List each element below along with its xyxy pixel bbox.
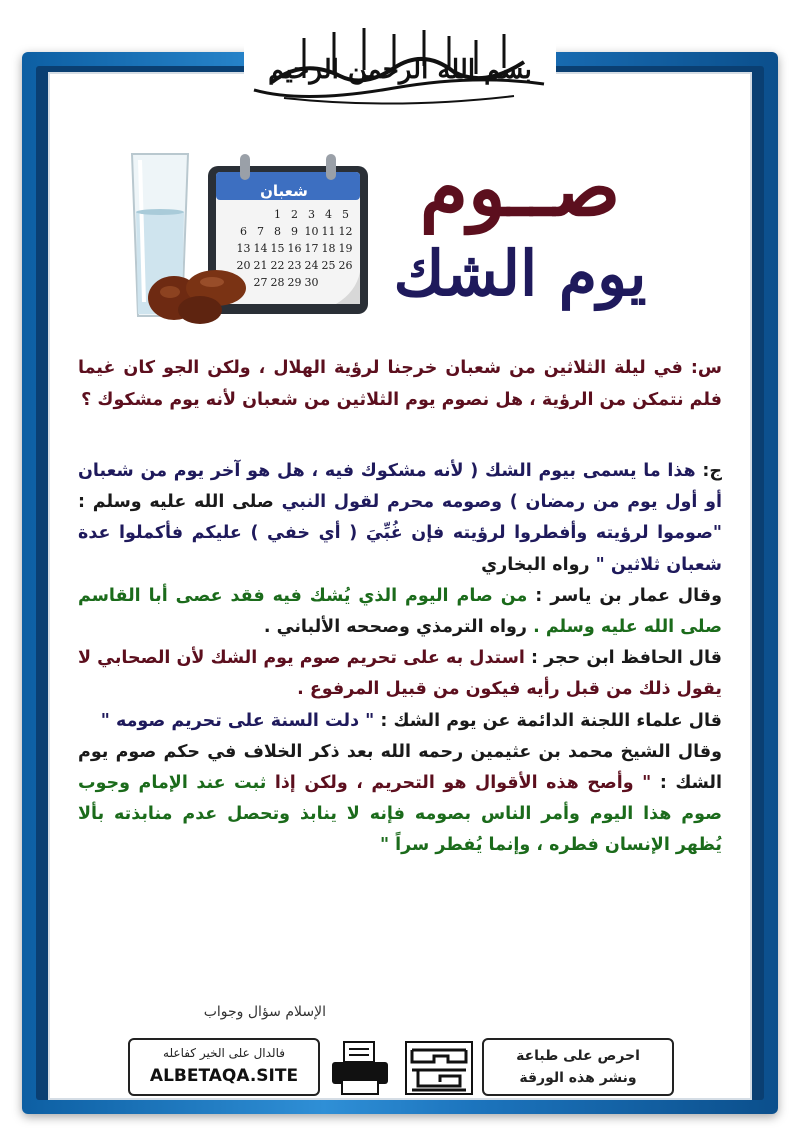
calendar-day [235,208,252,225]
calendar-day: 9 [291,225,298,238]
calendar-day: 11 [321,225,336,238]
answer-paragraph-5 [78,737,722,862]
question-label: س: [690,358,723,378]
calendar-day: 15 [270,242,285,255]
footer-website-box [128,1038,320,1096]
basmala-calligraphy [244,18,556,108]
calendar-day: 10 [304,225,319,238]
calendar-day: 25 [321,259,336,272]
calendar-week-row [226,242,354,259]
calendar-day: 8 [274,225,281,238]
paper-dawah-logo [404,1040,474,1096]
ibn-hajar-intro: قال الحافظ ابن حجر : [531,648,722,669]
calendar-day: 16 [287,242,302,255]
ammar-quote: من صام اليوم الذي يُشك فيه فقد عصى أبا القاسم صلى الله عليه وسلم . [78,585,722,638]
article-body [78,352,722,862]
calendar-day: 19 [338,242,353,255]
calendar-day: 13 [236,242,251,255]
basmala-calligraphy-icon [244,18,556,108]
answer-text-1b: صلى الله عليه وسلم : [78,492,274,513]
calendar-day: 12 [338,225,353,238]
calendar-day: 5 [342,208,349,221]
calendar-day: 23 [287,259,302,272]
calendar-day: 3 [308,208,315,221]
question-text: في ليلة الثلاثين من شعبان خرجنا لرؤية الهلال ، ولكن الجو كان غيما فلم نتمكن من الرؤية ، هل نصوم يوم الثلاثين من شعبان لأنه يوم مشكوك ؟ [78,358,722,410]
calendar-day [337,276,354,293]
ibn-hajar-quote: استدل به على تحريم صوم يوم الشك لأن الصحابي لا يقول ذلك من قبل رأيه فيكون من قبيل المرفوع . [78,648,722,700]
calendar-day: 18 [321,242,336,255]
footer-print-line-1: احرص على طباعة [516,1048,640,1064]
ammar-reference: رواه الترمذي وصححه الألباني . [263,617,527,638]
calendar-day: 4 [325,208,332,221]
answer-paragraph-1 [78,456,722,581]
dates-fruit-icon [140,258,250,328]
calendar-day: 1 [274,208,281,221]
committee-intro: قال علماء اللجنة الدائمة عن يوم الشك : [380,710,722,731]
calendar-day [320,276,337,293]
calendar-day: 24 [304,259,319,272]
committee-quote: " دلت السنة على تحريم صومه " [100,710,375,731]
calendar-day: 26 [338,259,353,272]
svg-text:بسم الله الرحمن الرحيم: بسم الله الرحمن الرحيم [268,55,532,85]
uthaymeen-intro: وقال الشيخ محمد بن عثيمين رحمه الله بعد ذكر الخلاف في حكم صوم يوم الشك : [78,741,722,794]
title-line-1: صــوم [419,143,621,234]
footer-website[interactable]: ALBETAQA.SITE [149,1066,299,1086]
footer [128,1038,674,1096]
answer-label: ج: [702,461,723,481]
calendar-day: 28 [270,276,285,289]
calendar-week-row [226,225,354,242]
calendar-day: 6 [240,225,247,238]
answer-paragraph-3 [78,643,722,705]
calendar-day: 2 [291,208,298,221]
ammar-intro: وقال عمار بن ياسر : [535,585,722,606]
source-credit: الإسلام سؤال وجواب [203,1004,326,1020]
footer-print-box [482,1038,674,1096]
title-line-2: يوم الشك [393,237,647,310]
calendar-day: 27 [253,276,268,289]
calendar-day: 21 [253,259,268,272]
calendar-day: 14 [253,242,268,255]
calendar-day: 7 [257,225,264,238]
hadith-quote: "صوموا لرؤيته وأفطروا لرؤيته فإن غُبِّيَ ( أي خفي ) عليكم فأكملوا عدة شعبان ثلاثين " [78,523,722,575]
calendar-day: 22 [270,259,285,272]
answer-block [78,456,722,862]
footer-print-line-2: ونشر هذه الورقة [519,1070,637,1086]
calendar-day: 20 [236,259,251,272]
calendar-week-row [226,208,354,225]
calendar-day: 30 [304,276,319,289]
calendar-day [252,208,269,225]
answer-paragraph-2 [78,581,722,643]
hadith-reference: رواه البخاري [481,554,590,575]
printer-icon [328,1040,392,1096]
footer-proverb: فالدال على الخير كفاعله [163,1046,285,1060]
uthaymeen-quote-1: " وأصح هذه الأقوال هو التحريم ، ولكن إذا [274,773,652,794]
calendar-day: 29 [287,276,302,289]
uthaymeen-quote-2: ثبت عند الإمام وجوب صوم هذا اليوم وأمر الناس بصومه فإنه لا ينابذ وتحصل عدم منابذته بألا يُظهر الإنسان فطره ، وإنما يُفطر سراً " [78,773,722,856]
calendar-day: 17 [304,242,319,255]
calendar-month: شعبان [260,182,308,200]
answer-text-1: هذا ما يسمى بيوم الشك ( لأنه مشكوك فيه ، هل هو آخر يوم من شعبان أو أول يوم من رمضان ) وصومه محرم لقول النبي [78,461,723,513]
question-paragraph [78,352,722,416]
answer-paragraph-4 [78,706,722,737]
